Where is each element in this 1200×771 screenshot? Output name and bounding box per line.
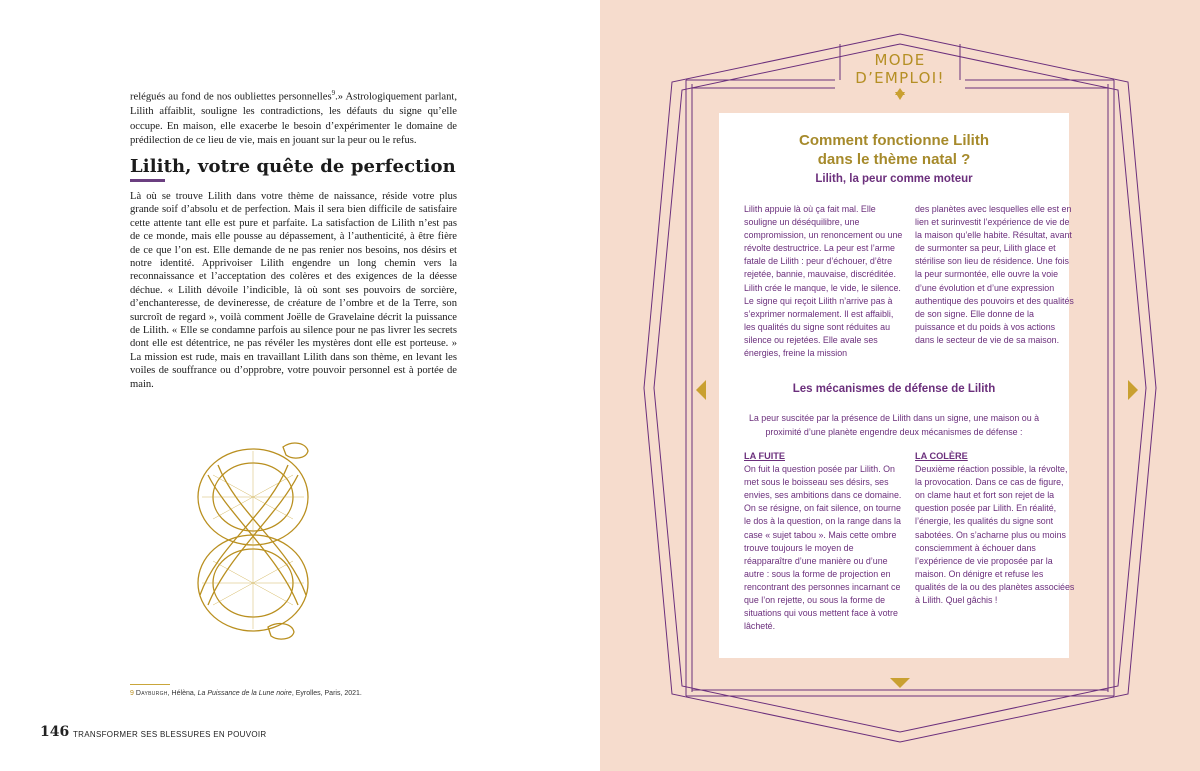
ouroboros-illustration [188,435,318,645]
colere-block [915,450,1075,607]
card-title [719,131,1069,169]
intro-text: relégués au fond de nos oubliettes personnelles [130,91,332,103]
heading-underline [130,179,165,182]
triangle-arrow-left-icon [696,380,706,400]
fuite-text: On fuit la question posée par Lilith. On met sous le boisseau ses désirs, ses envies, ses ambitions dans ce domaine. On se résigne, on fait silence, on tourne le dos à la question, on la range dans la case « sujet tabou ». Mais cette ombre trouve toujours le moyen de réapparaître d’une manière ou d’une autre : sous la forme de projection en rencontrant des personnes incarnant ce que l’on rejette, ou sous la forme de situations qui vous mettent face à votre lâcheté. [744,464,902,632]
footnote-author: Dayburgh [135,690,168,697]
section-heading: Lilith, votre quête de perfection [130,156,456,177]
footnote-rest: , Eyrolles, Paris, 2021. [291,690,362,697]
card-subtitle: Lilith, la peur comme moteur [815,173,973,185]
footnote-author-rest: , Hélèna, [167,690,198,697]
footnote-rule [130,684,170,685]
footnote-ref: 9 [331,89,336,97]
colere-title: LA COLÈRE [915,451,968,461]
colere-text: Deuxième réaction possible, la révolte, la provocation. Dans ce cas de figure, on clame haut et fort son rejet de la question posée par Lilith. En réalité, l’énergie, les qualités du signe sont sabotées. On s’acharne plus ou moins consciemment à échouer dans l’expérience de vie proposée par la maison. On dénigre et refuse les qualités de la ou des planètes associées à Lilith. Quel gâchis ! [915,464,1075,606]
triangle-down-icon [890,678,910,688]
card-title-line1: Comment fonctionne Lilith [799,132,989,149]
fuite-block [744,450,904,633]
mechanisms-title: Les mécanismes de défense de Lilith [792,383,996,395]
card-column-right: des planètes avec lesquelles elle est en lien et surinvestit l’expérience de vie de la maison qu’elle habite. Résultat, avant de surmonter sa peur, Lilith glace et stérilise son lieu de résidence. Une fois la peur surmontée, elle ouvre la voie d’une évolution et d’une expression authentique des pouvoirs et des qualités de son signe. Elle donne de la puissance et du poids à vos actions dans le secteur de vie de sa maison. [915,204,1074,345]
card-title-line2: dans le thème natal ? [817,151,971,168]
mechanisms-intro: La peur suscitée par la présence de Lilith dans un signe, une maison ou à proximité d’une planète engendre deux mécanismes de défense : [748,413,1040,437]
right-page [600,0,1200,771]
body-text: Là où se trouve Lilith dans votre thème de naissance, réside votre plus grande soif d’absolu et de perfection. Mais il sera bien difficile de satisfaire cette attente tant elle est pure et parfaite. La satisfaction de Lilith n’est pas de ce monde, mais elle pousse au dépassement, à l’authenticité, à être fière de ce que l’on est. Elle demande de ne pas renier nos besoins, nos désirs et notre identité. Apprivoiser Lilith engendre un long chemin vers la reconnaissance et l’acceptation des colères et des exigences de la déesse déchue. « Lilith dévoile l’indicible, là où sont ses pouvoirs de sorcière, d’enchanteresse, de devineresse, de créature de l’ombre et de la Terre, son surcroît de regard », voilà comment Joëlle de Gravelaine décrit la puissance de Lilith. « Elle se condamne parfois au silence pour ne pas livrer les secrets dont elle est détentrice, ne pas révéler les mystères dont elle est porteuse. » La mission est rude, mais en travaillant Lilith dans son thème, en levant les voiles de souffrance ou d’opprobre, votre pouvoir personnel est à portée de main. [130,191,457,390]
footnote-number: 9 [130,690,134,697]
card-column-left: Lilith appuie là où ça fait mal. Elle souligne un déséquilibre, une compromission, un renoncement ou une révolte destructrice. La peur est l’arme fatale de Lilith : peur d’échouer, d’être rejetée, bannie, mauvaise, discréditée. Lilith crée le manque, le vide, le silence. Le signe qui reçoit Lilith n’arrive pas à s’exprimer normalement. Il est affaibli, les qualités du signe sont réduites au silence ou rejetées. Elle avale ses énergies, freine la mission [744,204,903,359]
triangle-arrow-right-icon [1128,380,1138,400]
footnote [130,690,362,697]
page-number: 146 [40,724,70,740]
body-paragraph [130,190,457,391]
intro-paragraph [130,86,457,149]
mode-emploi-badge: MODE D’EMPLOI! [855,51,945,87]
intro-text-rest: .» Astrologiquement parlant, Lilith affaiblit, souligne les contradictions, les défauts du signe qu’elle occupe. En maison, elle exacerbe le besoin d’expérimenter le domaine de prédilection de ce lieu de vie, mais en jouant sur la peur ou le refus. [130,91,457,147]
footnote-title: La Puissance de la Lune noire [197,690,292,697]
fuite-title: LA FUITE [744,451,785,461]
info-card [719,113,1075,658]
running-title: TRANSFORMER SES BLESSURES EN POUVOIR [73,730,267,739]
